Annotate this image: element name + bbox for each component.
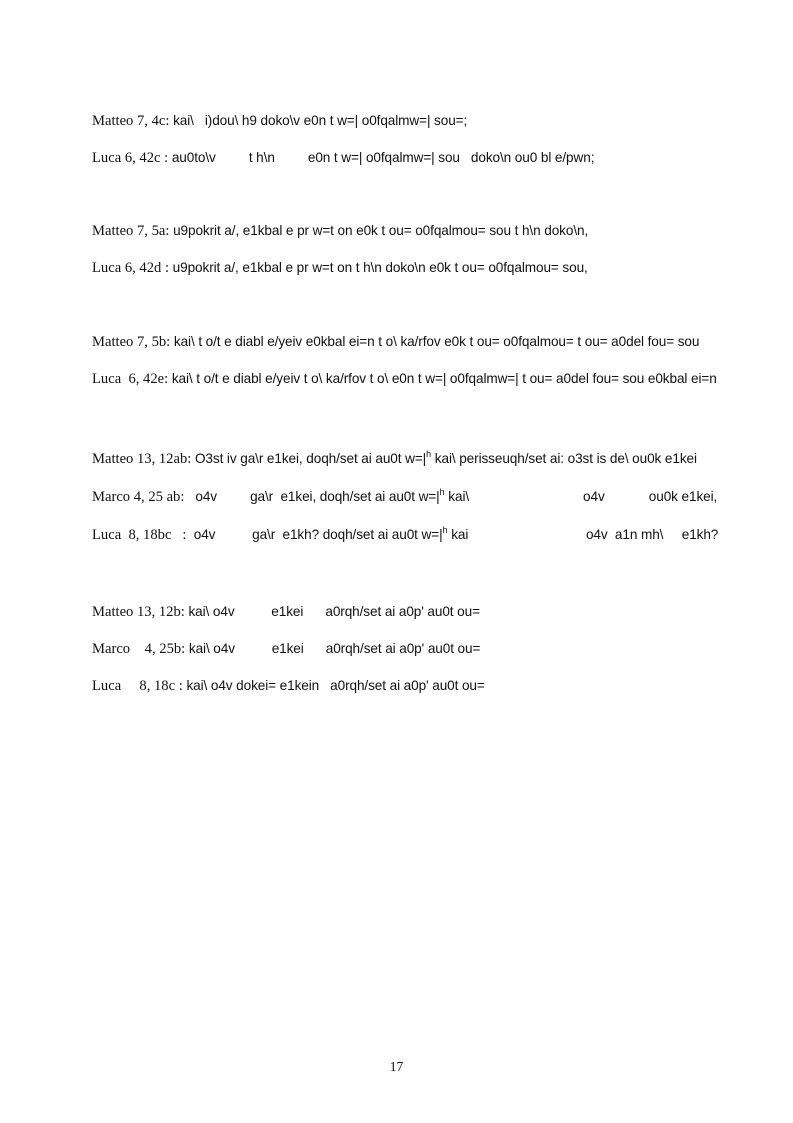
verse-reference: Luca 8, 18c : bbox=[92, 678, 187, 694]
verse-text: kai\ t o/t e diabl e/yeiv e0kbal ei=n t o\ ka/rfov e0k t ou= o0fqalmou= t ou= a0del fou= sou bbox=[173, 334, 700, 349]
verse-line bbox=[76, 355, 717, 403]
verse-reference: Marco 4, 25b: bbox=[92, 641, 189, 657]
verse-reference: Matteo 13, 12ab: bbox=[92, 451, 195, 467]
verse-reference: Matteo 7, 5a: bbox=[92, 223, 174, 239]
superscript-note: h bbox=[426, 449, 432, 459]
verse-reference: Matteo 13, 12b: bbox=[92, 604, 189, 620]
verse-reference: Luca 6, 42d : bbox=[92, 260, 173, 276]
verse-text: u9pokrit a/, e1kbal e pr w=t on e0k t ou= o0fqalmou= sou t h\n doko\n, bbox=[173, 223, 589, 238]
verse-reference: Matteo 7, 5b: bbox=[92, 334, 174, 350]
verse-text: kai\ o4v e1kei a0rqh/set ai a0p' au0t ou= bbox=[188, 604, 480, 619]
verse-line bbox=[76, 244, 588, 292]
verse-text: kai\ o4v e1kei a0rqh/set ai a0p' au0t ou= bbox=[188, 641, 481, 656]
verse-text: kai\ t o/t e diabl e/yeiv t o\ ka/rfov t o\ e0n t w=| o0fqalmw=| t ou= a0del fou= sou e0kbal ei=n bbox=[171, 371, 717, 386]
verse-text-continued: kai\ perisseuqh/set ai: o3st is de\ ou0k e1kei bbox=[431, 451, 697, 466]
verse-reference: Luca 8, 18bc : bbox=[92, 527, 194, 543]
superscript-note: h bbox=[439, 487, 445, 497]
verse-text: kai\ i)dou\ h9 doko\v e0n t w=| o0fqalmw=| sou=; bbox=[173, 113, 468, 128]
verse-text: u9pokrit a/, e1kbal e pr w=t on t h\n doko\n e0k t ou= o0fqalmou= sou, bbox=[172, 260, 588, 275]
verse-line bbox=[76, 510, 718, 559]
page-number: 17 bbox=[389, 1059, 404, 1074]
verse-text: o4v ga\r e1kei, doqh/set ai au0t w=| bbox=[195, 489, 440, 504]
verse-reference: Luca 6, 42c : bbox=[92, 150, 172, 166]
verse-reference: Marco 4, 25 ab: bbox=[92, 489, 196, 505]
verse-text-continued: kai o4v a1n mh\ e1kh? bbox=[447, 527, 719, 542]
verse-text: kai\ o4v dokei= e1kein a0rqh/set ai a0p' au0t ou= bbox=[186, 678, 485, 693]
verse-line bbox=[76, 134, 594, 182]
verse-reference: Matteo 7, 4c: bbox=[92, 113, 174, 129]
verse-line bbox=[76, 662, 485, 710]
verse-text: au0to\v t h\n e0n t w=| o0fqalmw=| sou doko\n ou0 bl e/pwn; bbox=[171, 150, 595, 165]
verse-text: o4v ga\r e1kh? doqh/set ai au0t w=| bbox=[193, 527, 443, 542]
superscript-note: h bbox=[442, 525, 448, 535]
verse-text: O3st iv ga\r e1kei, doqh/set ai au0t w=| bbox=[194, 451, 427, 466]
verse-text-continued: kai\ o4v ou0k e1kei, bbox=[444, 489, 718, 504]
verse-reference: Luca 6, 42e: bbox=[92, 371, 172, 387]
